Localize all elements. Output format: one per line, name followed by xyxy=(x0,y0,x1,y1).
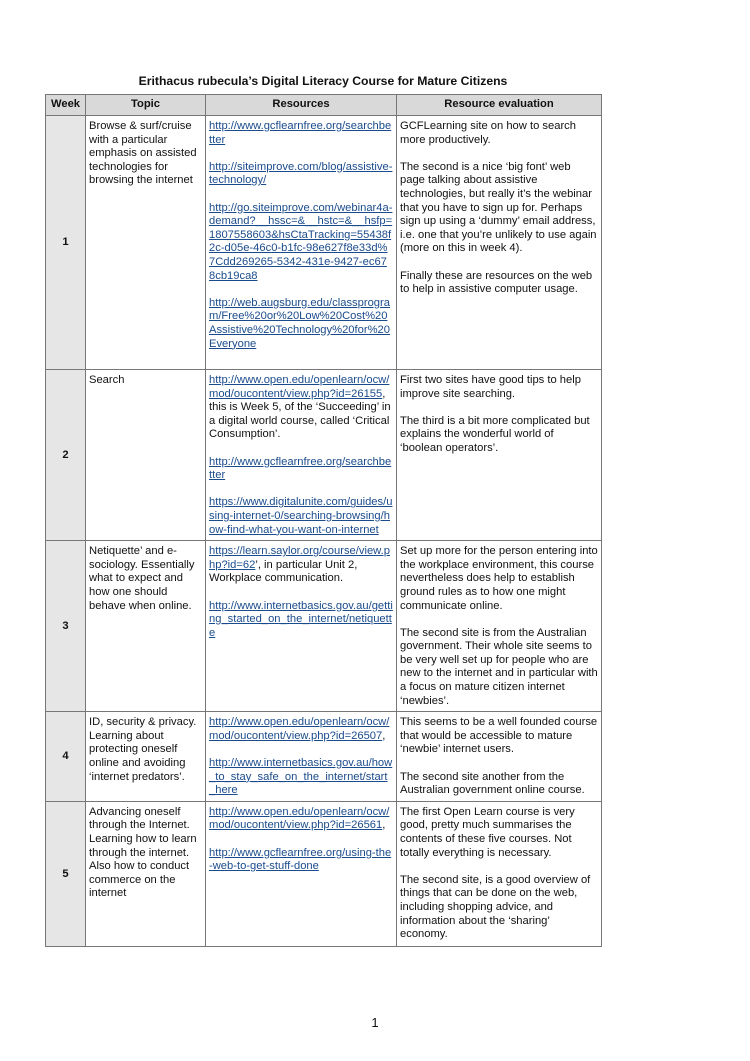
resources-cell xyxy=(206,370,397,541)
resource-item xyxy=(209,757,393,798)
evaluation-cell xyxy=(397,370,602,541)
resource-link[interactable]: http://www.gcflearnfree.org/using-the-web-to-get-stuff-done xyxy=(209,846,392,873)
evaluation-paragraph: The first Open Learn course is very good, pretty much summarises the contents of these five courses. Not totally everything is necessary. xyxy=(400,805,575,859)
resource-note: , this is Week 5, of the ‘Succeeding’ in a digital world course, called ‘Critical Consumption’. xyxy=(209,387,391,441)
resources-cell xyxy=(206,116,397,370)
evaluation-paragraph: This seems to be a well founded course that would be accessible to mature ‘newbie’ internet users. xyxy=(400,716,598,756)
resource-item xyxy=(209,600,393,641)
resources-cell xyxy=(206,541,397,712)
resource-link[interactable]: https://learn.saylor.org/course/view.php?id=62 xyxy=(209,545,390,571)
table-row xyxy=(46,712,602,802)
evaluation-cell xyxy=(397,801,602,946)
week-cell: 4 xyxy=(46,712,86,802)
resource-link[interactable]: http://www.open.edu/openlearn/ocw/mod/oucontent/view.php?id=26561 xyxy=(209,805,390,832)
topic-cell: Search xyxy=(86,370,206,541)
course-table xyxy=(45,94,602,947)
resource-link[interactable]: http://www.gcflearnfree.org/searchbetter xyxy=(209,120,392,146)
resource-link[interactable]: http://www.internetbasics.gov.au/getting_started_on_the_internet/netiquette xyxy=(209,599,393,639)
evaluation-paragraph: The third is a bit more complicated but explains the wonderful world of ‘boolean operators’. xyxy=(400,414,590,454)
evaluation-paragraph: The second site is from the Australian government. Their whole site seems to be very well set up for people who are new to the internet and in particular with a focus on mature citizen internet ‘newbies’. xyxy=(400,626,598,707)
resource-item xyxy=(209,161,393,188)
evaluation-paragraph: First two sites have good tips to help improve site searching. xyxy=(400,374,581,400)
resources-cell xyxy=(206,712,397,802)
table-row xyxy=(46,541,602,712)
week-cell: 3 xyxy=(46,541,86,712)
evaluation-paragraph: The second site another from the Australian government online course. xyxy=(400,770,585,797)
resource-link[interactable]: http://www.internetbasics.gov.au/how_to_stay_safe_on_the_internet/start_here xyxy=(209,757,393,797)
header-resources: Resources xyxy=(206,95,397,116)
resource-item xyxy=(209,496,393,537)
resource-link[interactable]: http://www.gcflearnfree.org/searchbetter xyxy=(209,455,392,482)
table-row xyxy=(46,116,602,370)
evaluation-paragraph: The second site, is a good overview of things that can be done on the web, including shopping advice, and information about the ‘sharing’ economy. xyxy=(400,873,591,941)
week-cell: 2 xyxy=(46,370,86,541)
evaluation-paragraph: Set up more for the person entering into the workplace environment, this course nevertheless does help to establish ground rules as to how one might communicate online. xyxy=(400,545,598,612)
evaluation-cell xyxy=(397,116,602,370)
week-cell: 5 xyxy=(46,801,86,946)
resource-item xyxy=(209,297,393,351)
topic-cell: Advancing oneself through the Internet. Learning how to learn through the internet. Also how to conduct commerce on the internet xyxy=(86,801,206,946)
page-number: 1 xyxy=(371,1015,379,1030)
resource-item xyxy=(209,545,393,586)
resource-note: , xyxy=(382,729,386,742)
header-week: Week xyxy=(46,95,86,116)
resource-item xyxy=(209,847,393,874)
table-row xyxy=(46,801,602,946)
resource-link[interactable]: http://go.siteimprove.com/webinar4a-demand?__hssc=&__hstc=&__hsfp=1807558603&hsCtaTracking=55438f2c-d05e-46c0-b1fc-98e627f8e33d%7Cdd269265-5342-431e-9427-ec678cb19ca8 xyxy=(209,201,393,282)
topic-cell: ID, security & privacy. Learning about protecting oneself online and avoiding ‘internet predators’. xyxy=(86,712,206,802)
page-title: Erithacus rubecula’s Digital Literacy Course for Mature Citizens xyxy=(138,74,508,88)
evaluation-paragraph: The second is a nice ‘big font’ web page talking about assistive technologies, but really it’s the webinar that you have to sign up for. Perhaps sign up using a ‘dummy’ email address, i.e. one that you’re unlikely to use again (more on this in week 4). xyxy=(400,160,597,255)
header-evaluation: Resource evaluation xyxy=(397,95,602,116)
resources-cell xyxy=(206,801,397,946)
evaluation-cell xyxy=(397,541,602,712)
evaluation-paragraph: GCFLearning site on how to search more productively. xyxy=(400,120,576,146)
resource-item xyxy=(209,202,393,284)
evaluation-cell xyxy=(397,712,602,802)
week-cell: 1 xyxy=(46,116,86,370)
resource-link[interactable]: http://siteimprove.com/blog/assistive-technology/ xyxy=(209,160,393,187)
topic-cell: Netiquette’ and e-sociology. Essentially what to expect and how one should behave when online. xyxy=(86,541,206,712)
resource-note: , xyxy=(382,819,386,832)
header-topic: Topic xyxy=(86,95,206,116)
resource-item xyxy=(209,806,393,833)
header-row xyxy=(46,95,602,116)
resource-note: ’, in particular Unit 2, Workplace communication. xyxy=(209,558,358,585)
resource-link[interactable]: http://www.open.edu/openlearn/ocw/mod/oucontent/view.php?id=26507 xyxy=(209,716,390,742)
resource-item xyxy=(209,374,393,442)
resource-item xyxy=(209,120,393,147)
resource-item xyxy=(209,456,393,483)
resource-link[interactable]: http://web.augsburg.edu/classprogram/Free%20or%20Low%20Cost%20Assistive%20Technology%20for%20Everyone xyxy=(209,296,390,350)
topic-cell: Browse & surf/cruise with a particular emphasis on assisted technologies for browsing the internet xyxy=(86,116,206,370)
resource-link[interactable]: https://www.digitalunite.com/guides/using-internet-0/searching-browsing/how-find-what-you-want-on-internet xyxy=(209,496,393,536)
resource-link[interactable]: http://www.open.edu/openlearn/ocw/mod/oucontent/view.php?id=26155 xyxy=(209,374,390,400)
evaluation-paragraph: Finally these are resources on the web to help in assistive computer usage. xyxy=(400,269,593,296)
table-row xyxy=(46,370,602,541)
resource-item xyxy=(209,716,393,743)
